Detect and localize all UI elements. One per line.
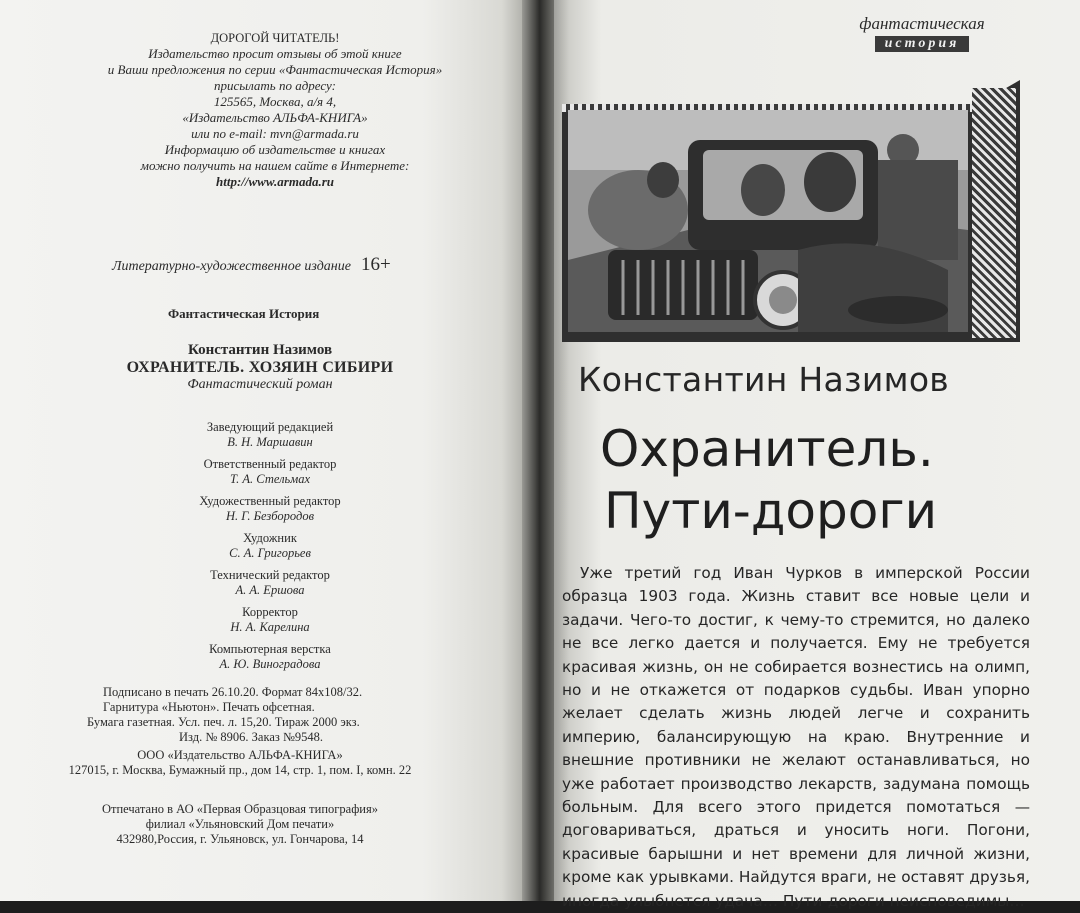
age-rating: 16+ xyxy=(360,254,391,275)
credit-person: А. А. Ершова xyxy=(235,583,305,597)
print-info-line: Подписано в печать 26.10.20. Формат 84x108/32. xyxy=(103,685,363,699)
illustration-side-border xyxy=(972,88,1016,338)
print-info-line: Бумага газетная. Усл. печ. л. 15,20. Тираж 2000 экз. xyxy=(87,715,360,729)
book-gutter xyxy=(522,0,554,901)
address-line: и Ваши предложения по серии «Фантастическая История» xyxy=(107,62,443,77)
address-line: «Издательство АЛЬФА-КНИГА» xyxy=(182,110,368,125)
reader-address-block xyxy=(95,30,455,190)
print-info-line: Гарнитура «Ньютон». Печать офсетная. xyxy=(103,700,315,714)
credit-person: Н. А. Карелина xyxy=(230,620,310,634)
series-logo xyxy=(842,14,1002,52)
address-line: или по e-mail: mvn@armada.ru xyxy=(191,126,359,141)
book-blurb xyxy=(562,562,1030,913)
website-link: http://www.armada.ru xyxy=(216,174,334,189)
cover-title-line1: Охранитель. xyxy=(600,420,934,478)
series-logo-line1: фантастическая xyxy=(859,14,985,33)
print-info xyxy=(55,685,415,745)
credit-role: Художник xyxy=(243,531,297,545)
credit-role: Корректор xyxy=(242,605,298,619)
printer-line: 432980,Россия, г. Ульяновск, ул. Гончарова, 14 xyxy=(116,832,364,846)
credit-person: Н. Г. Безбородов xyxy=(225,509,315,523)
blurb-text: Уже третий год Иван Чурков в имперской России образца 1903 года. Жизнь ставит все новые цели и задачи. Чего-то достиг, к чему-то стремится, но далеко не все легко дается и получается. Ему не требуется красивая жизнь, он не собирается вознестись на олимп, но и не откажется от подарков судьбы. Иван упорно желает сделать жизнь людей легче и сохранить империю, балансирующую на краю. Внутренние и внешние противники не желают останавливаться, но уже работает производство лекарств, задумана помощь больным. Для всего этого придется помотаться — договариваться, драться и уносить ноги. Погони, красивые барышни и нет времени для личной жизни, кроме как урывками. Найдутся враги, не оставят друзья, иногда улыбнется удача… Пути-дороги неисповедимы… xyxy=(562,564,1030,910)
cover-title-line2: Пути-дороги xyxy=(604,482,938,540)
credit-role: Заведующий редакцией xyxy=(206,420,334,434)
series-logo-line2: история xyxy=(875,36,970,52)
credit-role: Компьютерная верстка xyxy=(209,642,331,656)
credit-person: С. А. Григорьев xyxy=(229,546,311,560)
publisher-line: 127015, г. Москва, Бумажный пр., дом 14, стр. 1, пом. I, комн. 22 xyxy=(68,763,412,777)
address-line: присылать по адресу: xyxy=(214,78,336,93)
printer-info xyxy=(30,802,450,847)
credit-person: А. Ю. Виноградова xyxy=(219,657,321,671)
cover-title xyxy=(600,418,937,542)
publisher-info xyxy=(30,748,450,778)
address-line: Издательство просит отзывы об этой книге xyxy=(148,46,402,61)
book-genre: Фантастический роман xyxy=(187,377,333,392)
credit-person: Т. А. Стельмах xyxy=(230,472,310,486)
credit-item xyxy=(160,457,380,487)
credit-role: Художественный редактор xyxy=(199,494,341,508)
book-title: ОХРАНИТЕЛЬ. ХОЗЯИН СИБИРИ xyxy=(126,359,394,376)
cover-illustration xyxy=(568,110,968,332)
title-block xyxy=(90,342,430,393)
address-line: Информацию об издательстве и книгах xyxy=(164,142,386,157)
credit-item xyxy=(160,494,380,524)
illustration-image xyxy=(568,110,968,332)
edition-type: Литературно-художественное издание xyxy=(112,259,351,274)
printer-line: филиал «Ульяновский Дом печати» xyxy=(145,817,335,831)
cover-author: Константин Назимов xyxy=(578,360,950,399)
credit-item xyxy=(160,605,380,635)
address-line: ДОРОГОЙ ЧИТАТЕЛЬ! xyxy=(210,31,340,45)
credits-list xyxy=(160,420,380,679)
author-name: Константин Назимов xyxy=(187,342,333,358)
credit-item xyxy=(160,531,380,561)
print-info-line: Изд. № 8906. Заказ №9548. xyxy=(179,730,324,744)
series-name: Фантастическая История xyxy=(168,306,320,321)
credit-item xyxy=(160,568,380,598)
credit-person: В. Н. Маршавин xyxy=(227,435,313,449)
credit-role: Ответственный редактор xyxy=(203,457,337,471)
address-line: можно получить на нашем сайте в Интернете: xyxy=(140,158,410,173)
publisher-line: ООО «Издательство АЛЬФА-КНИГА» xyxy=(137,748,343,762)
credit-item xyxy=(160,642,380,672)
credit-role: Технический редактор xyxy=(210,568,330,582)
credit-item xyxy=(160,420,380,450)
address-line: 125565, Москва, а/я 4, xyxy=(213,94,337,109)
printer-line: Отпечатано в АО «Первая Образцовая типография» xyxy=(101,802,378,816)
edition-type-line xyxy=(112,254,391,276)
